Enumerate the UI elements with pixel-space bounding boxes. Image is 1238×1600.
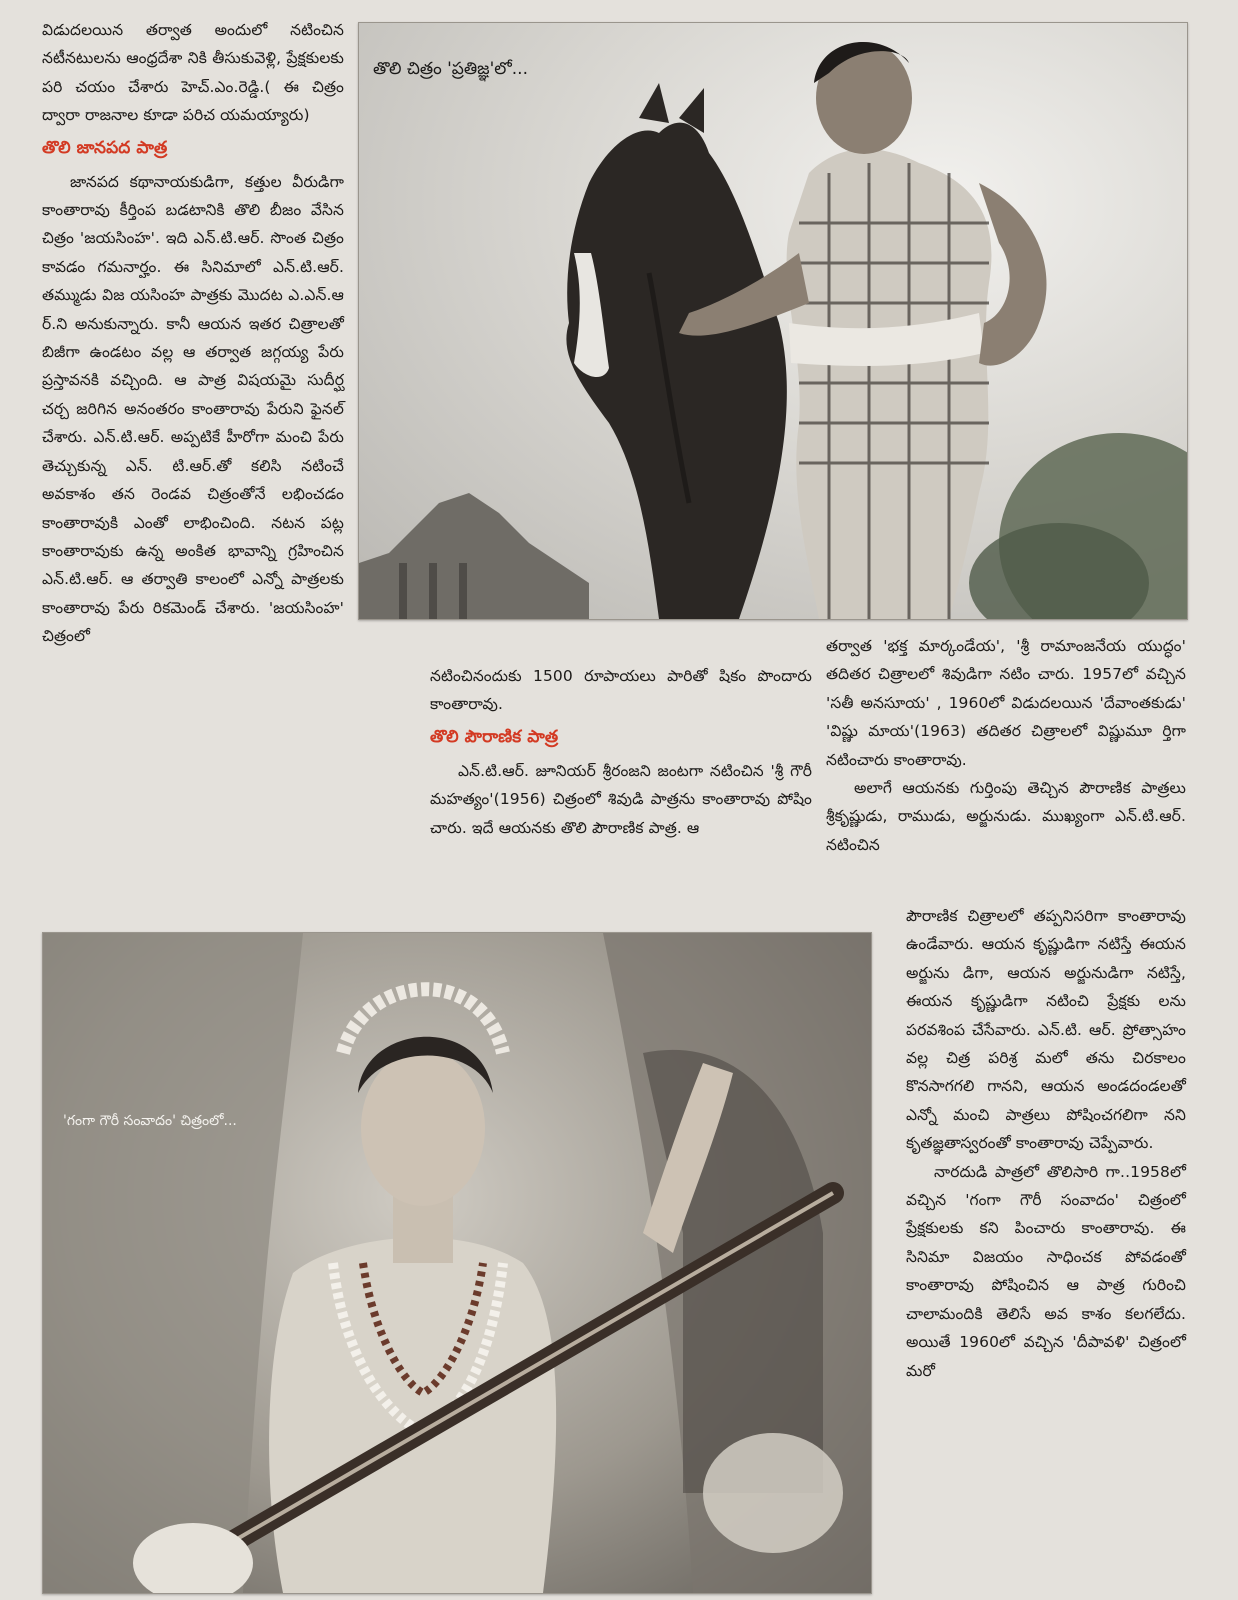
column-2-intro: నటించినందుకు 1500 రూపాయలు పారితో షికం పొందారు కాంతారావు. xyxy=(430,667,812,714)
column-3-bottom xyxy=(906,902,1186,1385)
heading-first-folk-role: తొలి జానపద పాత్ర xyxy=(42,137,168,158)
column-1 xyxy=(42,16,344,651)
photo-pratigna xyxy=(358,22,1188,620)
photo-ganga-gowri-image xyxy=(43,933,871,1593)
column-1-body: జానపద కథానాయకుడిగా, కత్తుల వీరుడిగా కాంతారావు కీర్తింప బడటానికి తొలి బీజం వేసిన చిత్రం 'జయసింహ'. ఇది ఎన్.టి.ఆర్. సొంత చిత్రం కావడం గమనార్హం. ఈ సినిమాలో ఎన్.టి.ఆర్. తమ్ముడు విజ యసింహ పాత్రకు మొదట ఎ.ఎన్.ఆ ర్.ని అనుకున్నారు. కానీ ఆయన ఇతర చిత్రాలతో బిజీగా ఉండటం వల్ల ఆ తర్వాత జగ్గయ్య పేరు ప్రస్తావనకి వచ్చింది. ఆ పాత్ర విషయమై సుదీర్ఘ చర్చ జరిగిన అనంతరం కాంతారావు పేరుని ఫైనల్ చేశారు. ఎన్.టి.ఆర్. అప్పటికే హీరోగా మంచి పేరు తెచ్చుకున్న ఎన్. టి.ఆర్.తో కలిసి నటించే అవకాశం తన రెండవ చిత్రంతోనే లభించడం కాంతారావుకి ఎంతో లాభించింది. నటన పట్ల కాంతారావుకు ఉన్న అంకిత భావాన్ని గ్రహించిన ఎన్.టి.ఆర్. ఆ తర్వాతి కాలంలో ఎన్నో పాత్రలకు కాంతారావు పేరు రికమెండ్ చేశారు. 'జయసింహ' చిత్రంలో xyxy=(42,172,344,646)
column-3-para-2-rest: పౌరాణిక చిత్రాలలో తప్పనిసరిగా కాంతారావు ఉండేవారు. ఆయన కృష్ణుడిగా నటిస్తే ఈయన అర్జును డిగా, ఆయన అర్జునుడిగా నటిస్తే, ఈయన కృష్ణుడిగా నటించి ప్రేక్షకు లను పరవశింప చేసేవారు. ఎన్.టి. ఆర్. ప్రోత్సాహం వల్ల చిత్ర పరిశ్ర మలో తను చిరకాలం కొనసాగగలి గానని, ఆయన అండదండలతో ఎన్నో మంచి పాత్రలు పోషించగలిగా నని కృతజ్ఞతాస్వరంతో కాంతారావు చెప్పేవారు. xyxy=(906,907,1186,1153)
photo-ganga-gowri-samvadam xyxy=(42,932,872,1594)
column-3-top xyxy=(826,632,1186,859)
heading-first-mythological-role: తొలి పౌరాణిక పాత్ర xyxy=(430,726,559,747)
column-3-para-3: నారదుడి పాత్రలో తొలిసారి గా..1958లో వచ్చిన 'గంగా గౌరీ సంవాదం' చిత్రంలో ప్రేక్షకులకు కని పించారు కాంతారావు. ఈ సినిమా విజయం సాధించక పోవడంతో కాంతారావు పోషించిన ఆ పాత్ర గురించి చాలామందికి తెలిసే అవ కాశం కలగలేదు. అయితే 1960లో వచ్చిన 'దీపావళి' చిత్రంలో మరో xyxy=(906,1162,1186,1380)
column-2 xyxy=(430,662,812,842)
column-2-body: ఎన్.టి.ఆర్. జూనియర్ శ్రీరంజని జంటగా నటించిన 'శ్రీ గౌరీ మహత్యం'(1956) చిత్రంలో శివుడి పాత్రను కాంతారావు పోషిం చారు. ఇదే ఆయనకు తొలి పౌరాణిక పాత్ర. ఆ xyxy=(430,761,812,837)
column-3-para-1: తర్వాత 'భక్త మార్కండేయ', 'శ్రీ రామాంజనేయ యుద్ధం' తదితర చిత్రాలలో శివుడిగా నటిం చారు. 1957లో వచ్చిన 'సతీ అనసూయ' , 1960లో విడుదలయిన 'దేవాంతకుడు' 'విష్ణు మాయ'(1963) తదితర చిత్రాలలో విష్ణుమూ ర్తిగా నటించారు కాంతారావు. xyxy=(826,637,1186,769)
photo-pratigna-image xyxy=(359,23,1187,619)
column-1-intro: విడుదలయిన తర్వాత అందులో నటించిన నటీనటులను ఆంధ్రదేశా నికి తీసుకువెళ్లి, ప్రేక్షకులకు పరి చయం చేశారు హెచ్.ఎం.రెడ్డి.( ఈ చిత్రం ద్వారా రాజనాల కూడా పరిచ యమయ్యారు) xyxy=(42,21,344,125)
photo-pratigna-caption: తొలి చిత్రం 'ప్రతిజ్ఞ'లో... xyxy=(373,59,528,79)
photo-ganga-gowri-caption: 'గంగా గౌరీ సంవాదం' చిత్రంలో... xyxy=(63,1113,237,1129)
column-3-para-2-top: అలాగే ఆయనకు గుర్తింపు తెచ్చిన పౌరాణిక పాత్రలు శ్రీకృష్ణుడు, రాముడు, అర్జునుడు. ముఖ్యంగా ఎన్.టి.ఆర్. నటించిన xyxy=(826,779,1186,854)
